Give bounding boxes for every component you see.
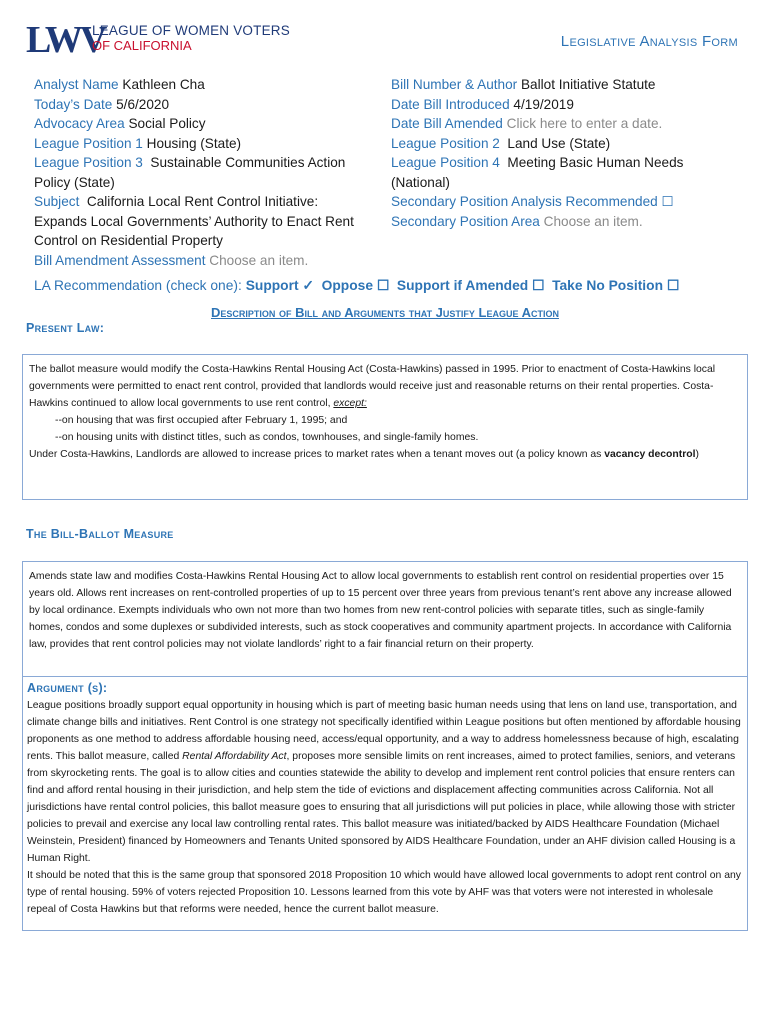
left-column: [34, 75, 374, 270]
description-heading: Description of Bill and Arguments that Justify League Action: [211, 305, 559, 320]
logo-line-1: LEAGUE OF WOMEN VOTERS: [92, 23, 290, 38]
logo-line-2: OF CALIFORNIA: [92, 38, 192, 53]
league-position-3-field[interactable]: League Position 3 Sustainable Communities Action Policy (State): [34, 155, 346, 190]
amendment-assessment-field[interactable]: Bill Amendment Assessment Choose an item.: [34, 252, 309, 268]
support-option[interactable]: Support ✓: [245, 278, 314, 293]
present-law-heading: Present Law:: [26, 321, 105, 335]
present-law-paragraph: The ballot measure would modify the Costa-Hawkins Rental Housing Act (Costa-Hawkins) passed in 1995. Prior to enactment of Costa-Hawkins local governments were permitted to enact rent control, provided that landlords would receive just and reasonable returns on their rental properties. Costa-Hawkins continued to allow local governments to use rent control, except:: [29, 364, 716, 409]
league-position-1-field[interactable]: League Position 1 Housing (State): [34, 135, 242, 151]
analyst-field[interactable]: Analyst Name Kathleen Cha: [34, 77, 205, 92]
support-if-amended-option[interactable]: Support if Amended ☐: [396, 278, 545, 293]
bill-paragraph: Amends state law and modifies Costa-Hawkins Rental Housing Act to allow local governments to establish rent control on residential properties over 15 years old. Allows rent increases on rent-controlled properties of up to 15 percent over three years from previous tenant’s rent above any increase allowed by local ordinance. Exempts individuals who own not more than two homes from new rent-control policies with separate titles, such as single-family homes, condos and some duplexes or subdivided interests, such as stock cooperatives and community apartment projects. In accordance with California law, provides that rent control policies may not violate landlords’ right to a fair financial return on their property.: [29, 571, 732, 650]
date-field[interactable]: Today’s Date 5/6/2020: [34, 96, 170, 112]
present-law-paragraph-2: Under Costa-Hawkins, Landlords are allowed to increase prices to market rates when a tenant moves out (a policy known as vacancy decontrol): [29, 449, 699, 460]
lwv-logo: [26, 19, 290, 61]
secondary-recommended-checkbox[interactable]: Secondary Position Analysis Recommended ☐: [391, 194, 674, 209]
league-position-2-field[interactable]: League Position 2 Land Use (State): [391, 135, 611, 151]
subject-field[interactable]: Subject California Local Rent Control Initiative: Expands Local Governments’ Authority to Enact Rent Control on Residential Property: [34, 194, 354, 248]
secondary-area-field[interactable]: Secondary Position Area Choose an item.: [391, 213, 643, 229]
no-position-option[interactable]: Take No Position ☐: [552, 278, 680, 293]
present-law-textbox[interactable]: [22, 354, 748, 500]
argument-textbox[interactable]: [22, 676, 748, 931]
bill-textbox[interactable]: [22, 561, 748, 679]
oppose-option[interactable]: Oppose ☐: [321, 278, 390, 293]
present-law-bullet-1: --on housing that was first occupied after February 1, 1995; and: [55, 415, 348, 426]
league-position-4-field[interactable]: League Position 4 Meeting Basic Human Needs (National): [391, 155, 684, 190]
la-recommendation: LA Recommendation (check one): Support ✓ Oppose ☐ Support if Amended ☐ Take No Position ☐: [34, 278, 680, 293]
argument-paragraph-2: It should be noted that this is the same group that sponsored 2018 Proposition 10 which would have allowed local governments to adopt rent control on any type of rental housing. 59% of voters rejected Proposition 10. Lessons learned from this vote by AHF was that voters were not interested in wholesale repeal of Costa Hawkins but that reforms were needed, hence the current ballot measure.: [27, 870, 741, 915]
present-law-bullet-2: --on housing units with distinct titles, such as condos, townhouses, and single-family homes.: [55, 432, 479, 443]
argument-heading: Argument (s):: [27, 681, 108, 695]
bill-ballot-heading: The Bill-Ballot Measure: [26, 527, 174, 541]
date-introduced-field[interactable]: Date Bill Introduced 4/19/2019: [391, 96, 574, 112]
form-title: Legislative Analysis Form: [560, 33, 738, 50]
bill-number-field[interactable]: Bill Number & Author Ballot Initiative Statute: [391, 77, 656, 92]
argument-paragraph-1: League positions broadly support equal opportunity in housing which is part of meeting basic human needs using that lens on land use, transportation, and climate change bills and initiatives. Rent Control is one strategy not specifically identified within League positions but often mentioned by affordable housing proponents as one method to address affordable housing need, access/equal opportunity, and a way to address homelessness because of high, escalating rents. This ballot measure, called Rental Affordability Act, proposes more sensible limits on rent increases, aimed to protect families, seniors, and veterans from skyrocketing rents. The goal is to allow cities and counties statewide the ability to develop and implement rent control policies that ensure renters can find and afford rental housing in their jurisdiction, and help stem the tide of evictions and displacement affecting communities across California. Not all jurisdictions have rental control policies, this ballot measure goes to ensuring that all jurisdictions will put policies in place, while allowing those with stricter policies to prevail and exercise any local law controlling rental rates. This ballot measure was initiated/backed by AIDS Healthcare Foundation (Michael Weinstein, President) financed by Homeowners and Tenants United sponsored by AIDS Healthcare Foundation, under an AHF division called Housing is a Human Right.: [27, 700, 741, 864]
right-column: [391, 75, 741, 231]
logo-mark: LWV: [26, 19, 105, 61]
date-amended-field[interactable]: Date Bill Amended Click here to enter a date.: [391, 116, 663, 131]
advocacy-area-field[interactable]: Advocacy Area Social Policy: [34, 116, 206, 131]
